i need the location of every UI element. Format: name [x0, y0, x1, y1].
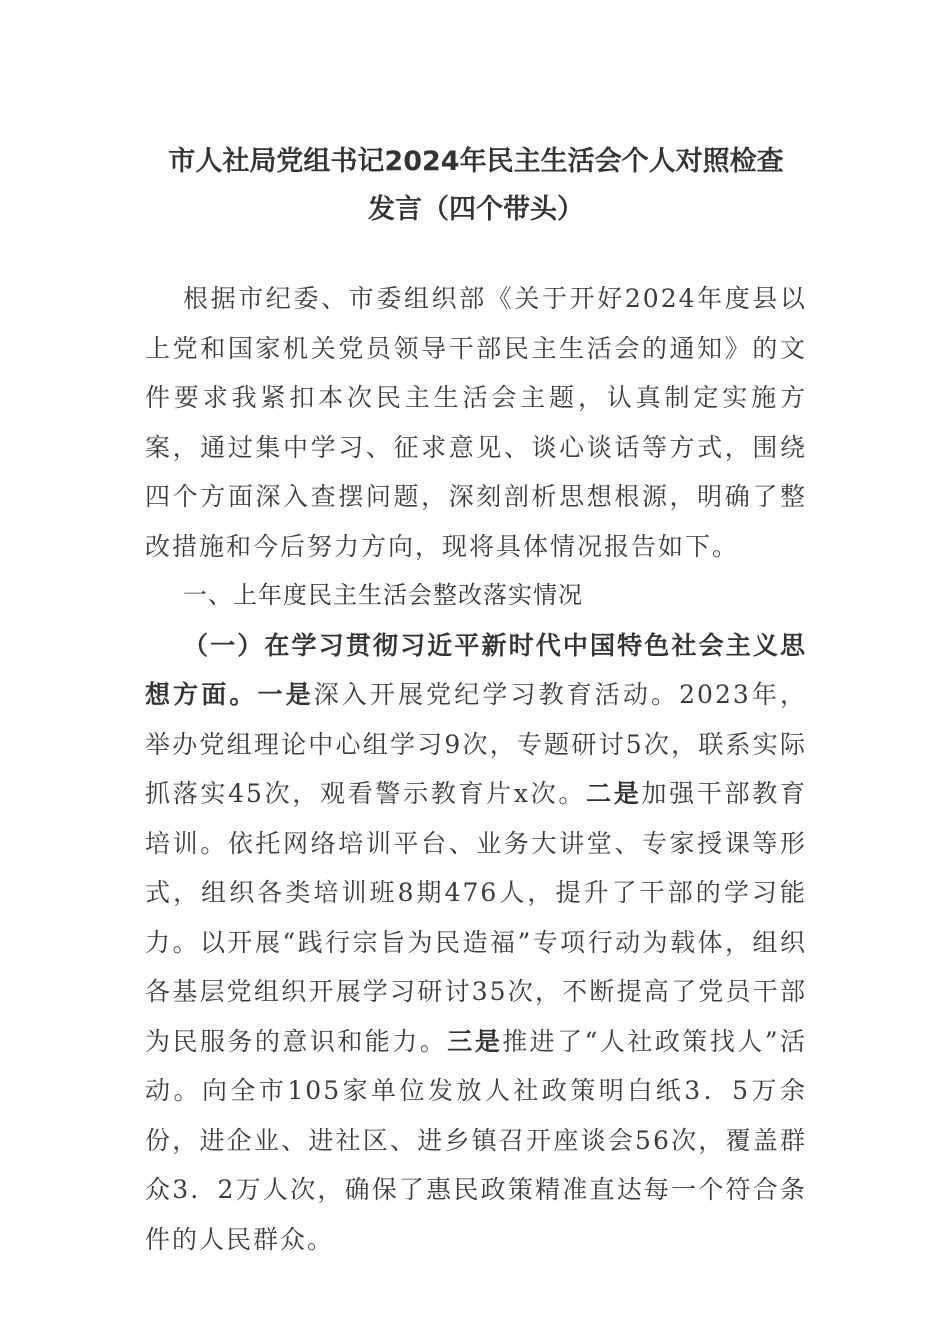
subsection-heading: （一）在学习贯彻习近平新时代中国特色社会主义思想方面。 — [145, 630, 807, 709]
document-body — [145, 274, 807, 1264]
point-1-label: 一是 — [257, 680, 314, 709]
document-title — [145, 138, 807, 234]
intro-paragraph: 根据市纪委、市委组织部《关于开好2024年度县以上党和国家机关党员领导干部民主生活会的通知》的文件要求我紧扣本次民主生活会主题，认真制定实施方案，通过集中学习、征求意见、谈心谈话等方式，围绕四个方面深入查摆问题，深刻剖析思想根源，明确了整改措施和今后努力方向，现将具体情况报告如下。 — [145, 284, 807, 561]
point-2-label: 二是 — [586, 779, 642, 808]
point-3-label: 三是 — [447, 1026, 503, 1056]
section-heading-1: 一、上年度民主生活会整改落实情况 — [183, 581, 583, 609]
subsection-paragraph-1 — [145, 621, 807, 1265]
title-line-1: 市人社局党组书记2024年民主生活会个人对照检查 — [168, 146, 784, 177]
point-1-text: 深入开展党纪学习教育活动。2023年，举办党组理论中心组学习9次，专题研讨5次，联系实际抓落实45次，观看警示教育片x次。 — [145, 680, 807, 808]
document-page — [145, 138, 807, 1264]
title-line-2: 发言（四个带头） — [368, 194, 584, 225]
point-2-text: 加强干部教育培训。依托网络培训平台、业务大讲堂、专家授课等形式，组织各类培训班8期476人，提升了干部的学习能力。以开展“践行宗旨为民造福”专项行动为载体，组织各基层党组织开展学习研讨35次，不断提高了党员干部为民服务的意识和能力。 — [145, 779, 807, 1056]
point-3-text: 推进了“人社政策找人”活动。向全市105家单位发放人社政策明白纸3．5万余份，进企业、进社区、进乡镇召开座谈会56次，覆盖群众3．2万人次，确保了惠民政策精准直达每一个符合条件的人民群众。 — [145, 1026, 807, 1254]
